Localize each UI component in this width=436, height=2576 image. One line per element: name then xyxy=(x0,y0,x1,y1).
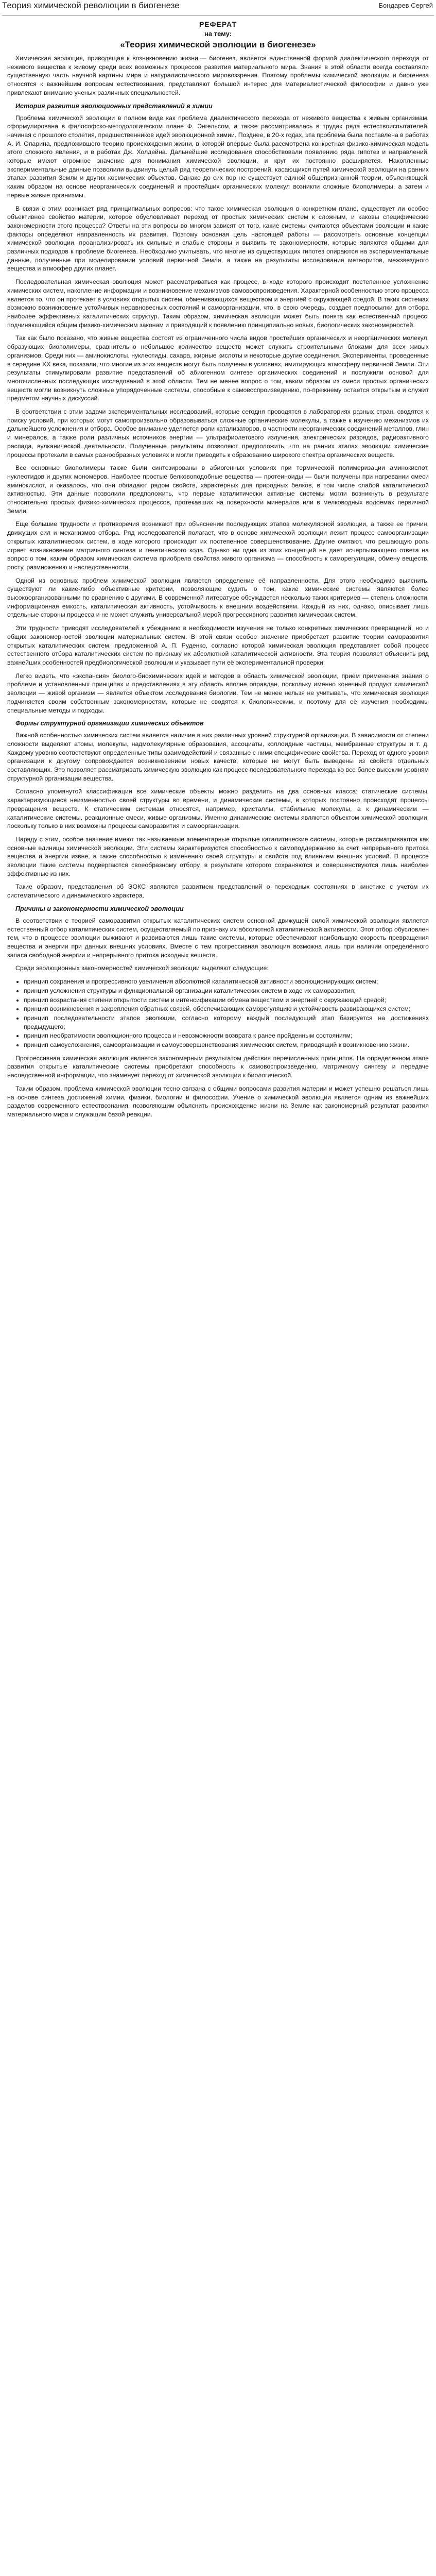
paragraph: Прогрессивная химическая эволюция является закономерным результатом действия перечисленных принципов. На определенном этапе развития открытые каталитические системы приобретают способность к самовоспроизведению, матричному синтезу и передаче наследственной информации, что знаменует переход от химической эволюции к биологической. xyxy=(7,1054,429,1079)
paragraph: Эти трудности приводят исследователей к убеждению в необходимости изучения не только конкретных химических превращений, но и общих закономерностей эволюции материальных систем. В этой связи особое значение приобретает развитие теории саморазвития открытых каталитических систем, предложенной А. П. Руденко, согласно которой химическая эволюция представляет собой процесс естественного отбора каталитических систем по признаку их абсолютной каталитической активности. Эта теория позволяет объяснить ряд важнейших особенностей предбиологической эволюции и указывает пути её экспериментальной проверки. xyxy=(7,624,429,666)
paragraph: В соответствии с теорией саморазвития открытых каталитических систем основной движущей силой химической эволюции является естественный отбор каталитических систем, осуществляемый по признаку их абсолютной каталитической активности. Этот отбор обусловлен тем, что в процессе эволюции выживают и развиваются лишь такие системы, которые обеспечивают наибольшую скорость превращения вещества и энергии при данных внешних условиях. Вместе с тем прогрессивная эволюция возможна лишь при наличии определённого запаса свободной энергии и непрерывного притока исходных веществ. xyxy=(7,917,429,959)
paragraph: Согласно упомянутой классификации все химические объекты можно разделить на два основных класса: статические системы, характеризующиеся неизменностью своей структуры во времени, и динамические системы, в которых постоянно происходят процессы превращения веществ. К статическим системам относятся, например, кристаллы, стабильные молекулы, а к динамическим — каталитические системы, реакционные смеси, живые организмы. Именно динамические системы являются объектом химической эволюции, поскольку только в них возможны процессы саморазвития и самоорганизации. xyxy=(7,788,429,830)
paragraph: Проблема химической эволюции в полном виде как проблема диалектического перехода от неживого вещества к живым организмам, сформулирована в философско-методологическом плане Ф. Энгельсом, а также рассматривалась в трудах ряда естествоиспытателей, начиная с прошлого столетия, предшественников идей эволюционной химии. Позднее, в 20-х годах, эта проблема была поставлена в работах А. И. Опарина, предложившего теорию происхождения жизни, в которой впервые была рассмотрена конкретная физико-химическая модель этого сложного явления, и в работах Дж. Холдейна. Дальнейшие исследования способствовали появлению ряда гипотез и направлений, которые имеют огромное значение для понимания химической эволюции, и круг их постоянно расширяется. Накопленные экспериментальные данные позволили выдвинуть целый ряд теоретических построений, касающихся путей химической эволюции на ранних этапах развития Земли и других космических объектов. Однако до сих пор не существует единой общепризнанной теории, объясняющей, каким образом на основе неорганических соединений и простейших органических молекул возникли сложные биополимеры, а затем и первые живые организмы. xyxy=(7,114,429,199)
intro-paragraph: Химическая эволюция, приводящая к возникновению жизни,— биогенез, является единственной формой диалектического перехода от неживого вещества к живому среди всех возможных процессов развития материального мира. Знания в этой области всегда составляли существенную часть научной картины мира и натуралистического мировоззрения. Поэтому проблемы химической эволюции и биогенеза относятся к важнейшим вопросам естествознания, представляют большой интерес для материалистической философии и давно уже привлекают внимание ученых различных специальностей. xyxy=(7,55,429,96)
list-item: • принцип сохранения и прогрессивного увеличения абсолютной каталитической активности эволюционирующих систем; xyxy=(24,977,429,986)
list-item: • принцип необратимости эволюционного процесса и невозможности возврата к ранее пройденным состояниям; xyxy=(24,1031,429,1040)
title-block xyxy=(0,19,436,51)
report-label: РЕФЕРАТ xyxy=(199,20,237,28)
paragraph: Все основные биополимеры также были синтезированы в абиогенных условиях при термической полимеризации аминокислот, нуклеотидов и других мономеров. Наиболее простые белковоподобные вещества — протеиноиды — были получены при нагревании смеси аминокислот, и оказалось, что они обладают рядом свойств, характерных для природных белков, в том числе слабой каталитической активностью. Эти данные позволили предположить, что первые каталитически активные системы могли возникнуть в результате относительно простых физико-химических процессов, протекавших на поверхности минералов или в мелководных водоемах первичной Земли. xyxy=(7,464,429,515)
paragraph: Легко видеть, что «экспансия» биолого-биохимических идей и методов в область химической эволюции, прием применения знания о проблеме и установленных принципах и представлениях в эту область вполне оправдан, поскольку именно конечный продукт химической эволюции — живой организм — является объектом исследования биологии. Тем не менее нельзя не учитывать, что химическая эволюция подчиняется своим собственным закономерностям, которые не сводятся к биологическим, и поэтому для её изучения необходимы специальные методы и подходы. xyxy=(7,672,429,714)
document-title: Теория химической революции в биогенезе xyxy=(2,1,180,10)
paragraph: Последовательная химическая эволюция может рассматриваться как процесс, в ходе которого происходит постепенное усложнение химических систем, накопление информации и возникновение механизмов самовоспроизведения. Характерной особенностью этого процесса является то, что он протекает в условиях открытых систем, обменивающихся веществом и энергией с окружающей средой. В таких системах возможно возникновение устойчивых неравновесных состояний и самоорганизации, что, в свою очередь, создает предпосылки для отбора наиболее эффективных каталитических структур. Таким образом, химическая эволюция может быть понята как естественный процесс, подчиняющийся общим физико-химическим законам и приводящий к появлению принципиально новых, биологических закономерностей. xyxy=(7,278,429,329)
paragraph: Одной из основных проблем химической эволюции является определение её направленности. Для этого необходимо выяснить, существуют ли какие-либо объективные критерии, позволяющие судить о том, какие химические системы являются более высокоорганизованными по сравнению с другими. В современной литературе обсуждается несколько таких критериев — степень сложности, информационная емкость, каталитическая активность, устойчивость к внешним воздействиям. Каждый из них, однако, описывает лишь отдельные стороны процесса и не может служить универсальной мерой прогрессивного развития химических систем. xyxy=(7,577,429,619)
list-item: • принцип последовательности этапов эволюции, согласно которому каждый последующий этап базируется на достижениях предыдущего; xyxy=(24,1014,429,1031)
list-item: • принцип возрастания степени открытости систем и интенсификации обмена веществом и энергией с окружающей средой; xyxy=(24,996,429,1005)
paragraph: Такие образом, представления об ЭОКС являются развитием представлений о переходных состояниях в кинетике с учетом их систематического и динамического характера. xyxy=(7,883,429,900)
paragraph: В связи с этим возникает ряд принципиальных вопросов: что такое химическая эволюция в конкретном плане, существует ли особое объективное свойство материи, которое обусловливает переход от простых химических систем к сложным, и каковы специфические закономерности этого процесса? Ответы на эти вопросы во многом зависят от того, какие системы считаются объектами эволюции и какие факторы определяют направленность их развития. Поэтому основная цель настоящей работы — рассмотреть основные концепции химической эволюции, проанализировать их сильные и слабые стороны и выявить те закономерности, которые являются общими для различных подходов к проблеме биогенеза. Необходимо учитывать, что многие из существующих гипотез опираются на экспериментальные данные, полученные при моделировании условий первичной Земли, а также на результаты исследования метеоритов, межзвездного вещества и атмосфер других планет. xyxy=(7,205,429,273)
paragraph: Среди эволюционных закономерностей химической эволюции выделяют следующие: xyxy=(15,964,269,972)
list-item: • принцип возникновения и закрепления обратных связей, обеспечивающих саморегуляцию и устойчивость развивающихся систем; xyxy=(24,1005,429,1013)
paragraph: Важной особенностью химических систем является наличие в них различных уровней структурной организации. В зависимости от степени сложности выделяют атомы, молекулы, надмолекулярные образования, ассоциаты, коллоидные частицы, мембранные структуры и т. д. Каждому уровню соответствуют определенные типы взаимодействий и связанные с ними специфические свойства. Переход от одного уровня организации к другому сопровождается возникновением новых качеств, которые не могут быть выведены из свойств отдельных составляющих. Это позволяет рассматривать химическую эволюцию как процесс последовательного перехода ко все более высоким уровням структурной организации вещества. xyxy=(7,732,429,782)
paragraph: Еще большие трудности и противоречия возникают при объяснении последующих этапов молекулярной эволюции, а также ее причин, движущих сил и механизмов отбора. Ряд исследователей полагает, что в основе химической эволюции лежит процесс самоорганизации открытых каталитических систем, в ходе которого происходит их постепенное совершенствование. Другие считают, что решающую роль играет возникновение матричного синтеза и генетического кода. Однако ни одна из этих концепций не дает исчерпывающего ответа на вопрос о том, каким образом химическая система приобрела свойства живого организма — способность к саморегуляции, обмену веществ, росту, размножению и наследственности. xyxy=(7,520,429,571)
header-divider xyxy=(2,15,434,16)
list-item: • принцип самоусложнения, самоорганизации и самоусовершенствования химических систем, приводящий к возникновению жизни. xyxy=(24,1041,429,1049)
report-title: «Теория химической эволюции в биогенезе» xyxy=(120,40,316,49)
document-page xyxy=(0,0,436,1127)
document-header xyxy=(0,0,436,15)
document-body xyxy=(0,54,436,1119)
paragraph: Таким образом, проблема химической эволюции тесно связана с общими вопросами развития материи и может успешно решаться лишь на основе синтеза достижений химии, физики, биологии и философии. Учение о химической эволюции является одним из важнейших разделов современного естествознания, позволяющим объяснить происхождение жизни на Земле как закономерный результат развития материального мира и служащим базой реакции. xyxy=(7,1084,429,1118)
section-heading: История развития эволюционных представлений в химии xyxy=(15,102,213,110)
paragraph: В соответствии с этим задачи экспериментальных исследований, которые сегодня проводятся в лабораториях разных стран, сводятся к поиску условий, при которых могут самопроизвольно образовываться сложные органические молекулы, а также к изучению механизмов их дальнейшего усложнения и отбора. Особое внимание уделяется роли катализаторов, в частности неорганических соединений металлов, глин и минералов, а также роли различных источников энергии — ультрафиолетового излучения, электрических разрядов, радиоактивного распада, вулканической деятельности. Полученные результаты позволяют предположить, что на ранних этапах эволюции химические процессы протекали в самых разнообразных условиях и могли приводить к образованию широкого спектра органических веществ. xyxy=(7,408,429,459)
principles-list xyxy=(7,977,429,1049)
list-item: • принцип усложнения структуры и функциональной организации каталитических систем в ходе их саморазвития; xyxy=(24,987,429,995)
section-heading: Формы структурной организации химических объектов xyxy=(15,720,204,727)
theme-label: на тему: xyxy=(204,30,232,38)
paragraph: Так как было показано, что живые вещества состоят из ограниченного числа видов простейших органических и неорганических молекул, образующих биополимеры, сравнительно небольшое количество веществ может служить строительными блоками для всех живых организмов. Среди них — аминокислоты, нуклеотиды, сахара, жирные кислоты и некоторые другие соединения. Эксперименты, проведенные в середине XX века, показали, что многие из этих веществ могут быть получены в условиях, имитирующих атмосферу первичной Земли. Эти результаты стимулировали развитие представлений об абиогенном синтезе органических соединений и послужили основой для многочисленных последующих исследований в этой области. Тем не менее вопрос о том, каким образом из смеси простых органических веществ могли возникнуть сложные упорядоченные системы, способные к самовоспроизведению, по-прежнему остается открытым и служит предметом научных дискуссий. xyxy=(7,334,429,402)
document-author: Бондарев Сергей xyxy=(378,2,433,9)
paragraph: Наряду с этим, особое значение имеют так называемые элементарные открытые каталитические системы, которые рассматриваются как основные единицы химической эволюции. Эти системы характеризуются способностью к самоподдержанию за счет непрерывного притока вещества и энергии извне, а также способностью к изменению своей структуры и свойств под влиянием внешних условий. В процессе эволюции такие системы подвергаются своеобразному отбору, в результате которого сохраняются и совершенствуются лишь наиболее эффективные из них. xyxy=(7,835,429,877)
section-heading: Причины и закономерности химической эволюции xyxy=(15,905,184,912)
